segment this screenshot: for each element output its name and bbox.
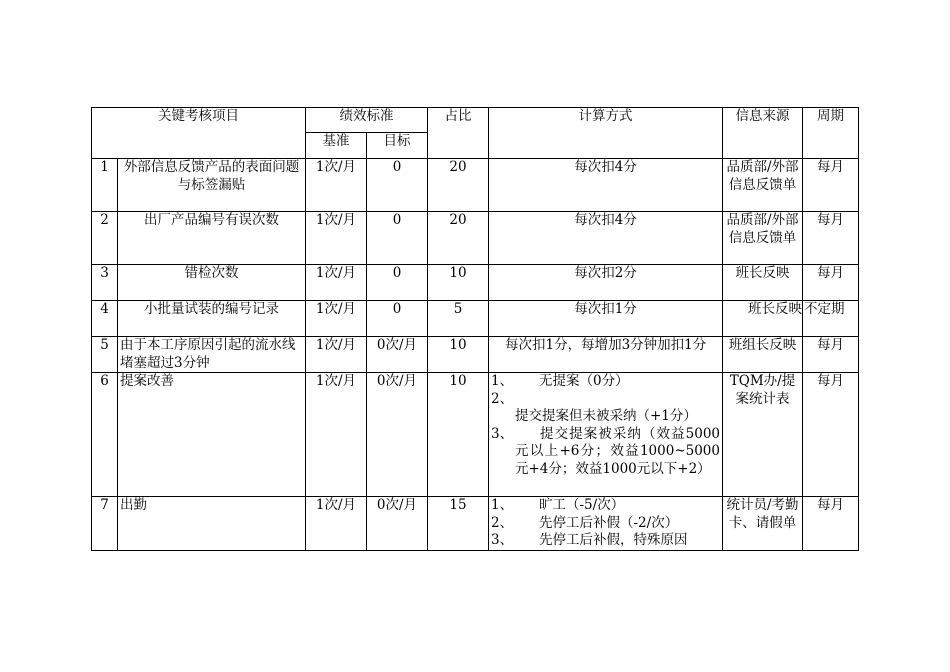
row-weight: 20 xyxy=(428,212,489,265)
row-target: 0次/月 xyxy=(367,497,428,551)
row-source: 统计员/考勤卡、请假单 xyxy=(723,497,803,551)
row-method: 每次扣4分 xyxy=(489,212,723,265)
header-item: 关键考核项目 xyxy=(92,108,306,159)
table-row xyxy=(92,159,859,212)
row-item: 提案改善 xyxy=(118,373,306,497)
row-method: 每次扣1分，每增加3分钟加扣1分 xyxy=(489,337,723,373)
table-row xyxy=(92,265,859,301)
row-number: 4 xyxy=(92,301,118,337)
row-baseline: 1次/月 xyxy=(306,212,367,265)
row-period: 每月 xyxy=(803,159,859,212)
row-source: 班组长反映 xyxy=(723,337,803,373)
row-number: 1 xyxy=(92,159,118,212)
header-weight: 占比 xyxy=(428,108,489,159)
row-number: 3 xyxy=(92,265,118,301)
row-method: 每次扣1分 xyxy=(489,301,723,337)
row-weight: 15 xyxy=(428,497,489,551)
row-weight: 10 xyxy=(428,265,489,301)
row-number: 6 xyxy=(92,373,118,497)
method-list-item: 3、 先停工后补假，特殊原因 xyxy=(491,532,688,548)
row-period: 每月 xyxy=(803,373,859,497)
row-item: 错检次数 xyxy=(118,265,306,301)
row-weight: 10 xyxy=(428,337,489,373)
row-baseline: 1次/月 xyxy=(306,337,367,373)
row-item: 外部信息反馈产品的表面问题与标签漏贴 xyxy=(118,159,306,212)
header-source: 信息来源 xyxy=(723,108,803,159)
row-method: 每次扣2分 xyxy=(489,265,723,301)
table-row xyxy=(92,212,859,265)
row-target: 0次/月 xyxy=(367,337,428,373)
row-item: 出勤 xyxy=(118,497,306,551)
row-baseline: 1次/月 xyxy=(306,301,367,337)
row-item: 由于本工序原因引起的流水线堵塞超过3分钟 xyxy=(118,337,306,373)
method-list-item: 2、 先停工后补假（-2/次） xyxy=(491,514,679,531)
method-list-item: 1、 无提案（0分） xyxy=(491,373,629,389)
header-baseline: 基准 xyxy=(306,133,367,159)
row-target: 0 xyxy=(367,212,428,265)
row-source: 班长反映 xyxy=(723,265,803,301)
row-item: 小批量试装的编号记录 xyxy=(118,301,306,337)
row-method xyxy=(489,373,723,497)
row-target: 0次/月 xyxy=(367,373,428,497)
kpi-table xyxy=(91,107,859,551)
row-baseline: 1次/月 xyxy=(306,265,367,301)
row-item: 出厂产品编号有误次数 xyxy=(118,212,306,265)
row-baseline: 1次/月 xyxy=(306,497,367,551)
row-target: 0 xyxy=(367,159,428,212)
row-method xyxy=(489,497,723,551)
row-period: 每月 xyxy=(803,265,859,301)
row-baseline: 1次/月 xyxy=(306,373,367,497)
row-source: 品质部/外部信息反馈单 xyxy=(723,212,803,265)
row-baseline: 1次/月 xyxy=(306,159,367,212)
header-row xyxy=(92,108,859,133)
row-period: 每月 xyxy=(803,212,859,265)
method-list-item: 2、提交提案但未被采纳（+1分） xyxy=(491,390,697,424)
row-target: 0 xyxy=(367,265,428,301)
row-source: TQM办/提案统计表 xyxy=(723,373,803,497)
row-method: 每次扣4分 xyxy=(489,159,723,212)
row-period: 每月 xyxy=(803,497,859,551)
row-weight: 10 xyxy=(428,373,489,497)
header-method: 计算方式 xyxy=(489,108,723,159)
table-row xyxy=(92,373,859,497)
header-period: 周期 xyxy=(803,108,859,159)
header-target: 目标 xyxy=(367,133,428,159)
row-number: 2 xyxy=(92,212,118,265)
row-weight: 5 xyxy=(428,301,489,337)
table-row xyxy=(92,337,859,373)
row-source: 品质部/外部信息反馈单 xyxy=(723,159,803,212)
table-row xyxy=(92,497,859,551)
row-number: 7 xyxy=(92,497,118,551)
table-row xyxy=(92,301,859,337)
header-standard: 绩效标准 xyxy=(306,108,428,133)
method-list-item: 3、 提交提案被采纳（效益5000元以上+6分；效益1000~5000元+4分；效益1000元以下+2） xyxy=(491,425,720,477)
row-period: 不定期 xyxy=(803,301,859,337)
row-period: 每月 xyxy=(803,337,859,373)
row-number: 5 xyxy=(92,337,118,373)
row-target: 0 xyxy=(367,301,428,337)
row-source: 班长反映 xyxy=(723,301,803,337)
method-list-item: 1、 旷工（-5/次） xyxy=(491,497,625,513)
row-weight: 20 xyxy=(428,159,489,212)
